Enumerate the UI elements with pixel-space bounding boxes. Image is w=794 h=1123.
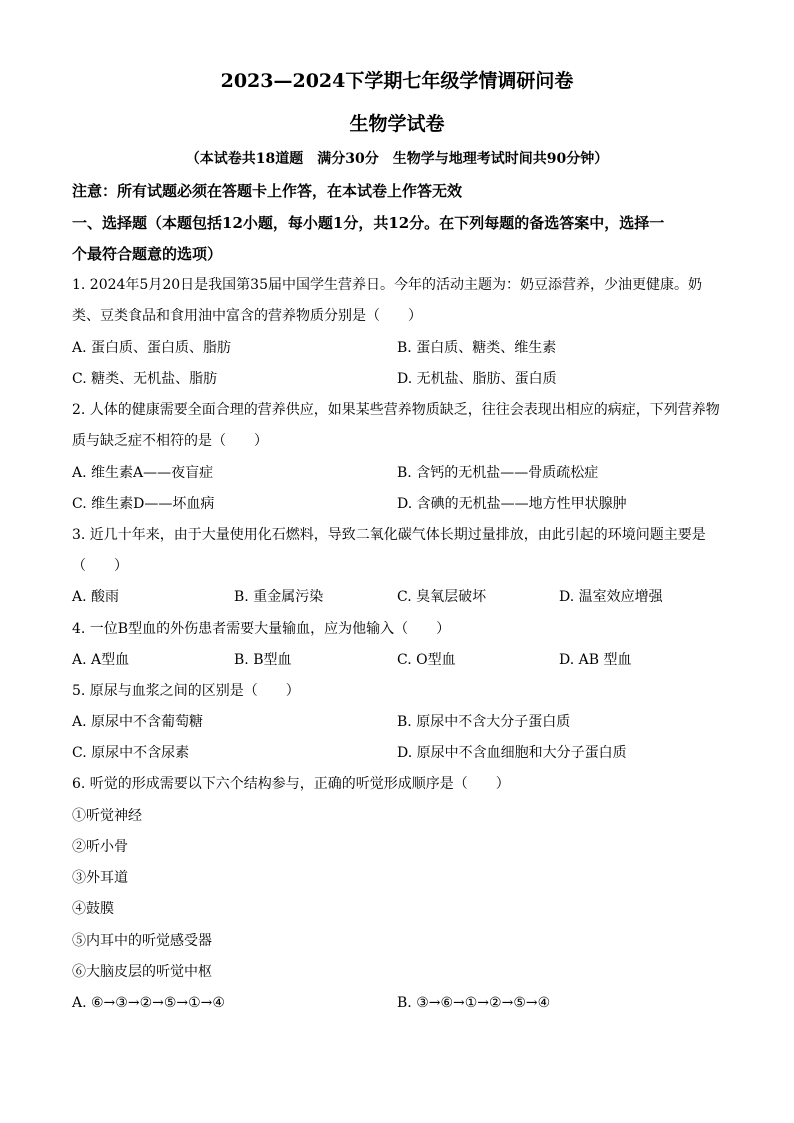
question-5-option-b: B. 原尿中不含大分子蛋白质 [397, 714, 571, 730]
question-6-step-4: ④鼓膜 [72, 901, 114, 917]
question-3-stem-line-2: （ ） [72, 558, 128, 574]
question-5-option-a: A. 原尿中不含葡萄糖 [72, 714, 204, 730]
question-4-option-d: D. AB 型血 [559, 652, 632, 668]
question-2-stem-line-2: 质与缺乏症不相符的是（ ） [72, 433, 268, 449]
question-4-option-a: A. A型血 [72, 652, 130, 668]
question-3-option-c: C. 臭氧层破坏 [397, 589, 487, 605]
question-6-step-1: ①听觉神经 [72, 808, 142, 824]
question-2-option-b: B. 含钙的无机盐——骨质疏松症 [397, 465, 599, 481]
question-1-option-a: A. 蛋白质、蛋白质、脂肪 [72, 340, 232, 356]
question-3-stem-line-1: 3. 近几十年来，由于大量使用化石燃料，导致二氧化碳气体长期过量排放，由此引起的环境问题主要是 [72, 527, 706, 543]
exam-title: 2023—2024下学期七年级学情调研问卷 [220, 70, 574, 92]
question-6-option-b: B. ③→⑥→①→②→⑤→④ [397, 995, 551, 1011]
question-3-option-a: A. 酸雨 [72, 589, 120, 605]
question-3-option-b: B. 重金属污染 [234, 589, 324, 605]
exam-info: （本试卷共18道题 满分30分 生物学与地理考试时间共90分钟） [185, 151, 609, 167]
question-1-option-c: C. 糖类、无机盐、脂肪 [72, 371, 218, 387]
section-heading-line-2: 个最符合题意的选项） [72, 245, 223, 263]
question-6-option-a: A. ⑥→③→②→⑤→①→④ [72, 995, 225, 1011]
question-4-option-c: C. O型血 [397, 652, 456, 668]
question-2-option-c: C. 维生素D——坏血病 [72, 496, 215, 512]
question-5-option-c: C. 原尿中不含尿素 [72, 745, 190, 761]
exam-subject: 生物学试卷 [349, 113, 445, 135]
question-1-option-b: B. 蛋白质、糖类、维生素 [397, 340, 557, 356]
question-4-stem-line-1: 4. 一位B型血的外伤患者需要大量输血，应为他输入（ ） [72, 621, 451, 637]
question-2-stem-line-1: 2. 人体的健康需要全面合理的营养供应，如果某些营养物质缺乏，往往会表现出相应的病症，下列营养物 [72, 402, 720, 418]
question-2-option-a: A. 维生素A——夜盲症 [72, 465, 214, 481]
question-1-option-d: D. 无机盐、脂肪、蛋白质 [397, 371, 557, 387]
question-5-option-d: D. 原尿中不含血细胞和大分子蛋白质 [397, 745, 627, 761]
question-4-option-b: B. B型血 [234, 652, 292, 668]
question-3-option-d: D. 温室效应增强 [559, 589, 663, 605]
question-6-step-2: ②听小骨 [72, 839, 128, 855]
exam-notice: 注意：所有试题必须在答题卡上作答，在本试卷上作答无效 [72, 182, 463, 200]
question-6-step-5: ⑤内耳中的听觉感受器 [72, 933, 212, 949]
question-5-stem-line-1: 5. 原尿与血浆之间的区别是（ ） [72, 683, 300, 699]
question-2-option-d: D. 含碘的无机盐——地方性甲状腺肿 [397, 496, 627, 512]
question-1-stem-line-1: 1. 2024年5月20日是我国第35届中国学生营养日。今年的活动主题为：奶豆添营养，少油更健康。奶 [72, 277, 702, 293]
question-6-stem-line-1: 6. 听觉的形成需要以下六个结构参与，正确的听觉形成顺序是（ ） [72, 776, 510, 792]
question-1-stem-line-2: 类、豆类食品和食用油中富含的营养物质分别是（ ） [72, 308, 422, 324]
question-6-step-3: ③外耳道 [72, 870, 128, 886]
question-6-step-6: ⑥大脑皮层的听觉中枢 [72, 964, 212, 980]
section-heading-line-1: 一、选择题（本题包括12小题，每小题1分，共12分。在下列每题的备选答案中，选择一 [72, 214, 665, 232]
